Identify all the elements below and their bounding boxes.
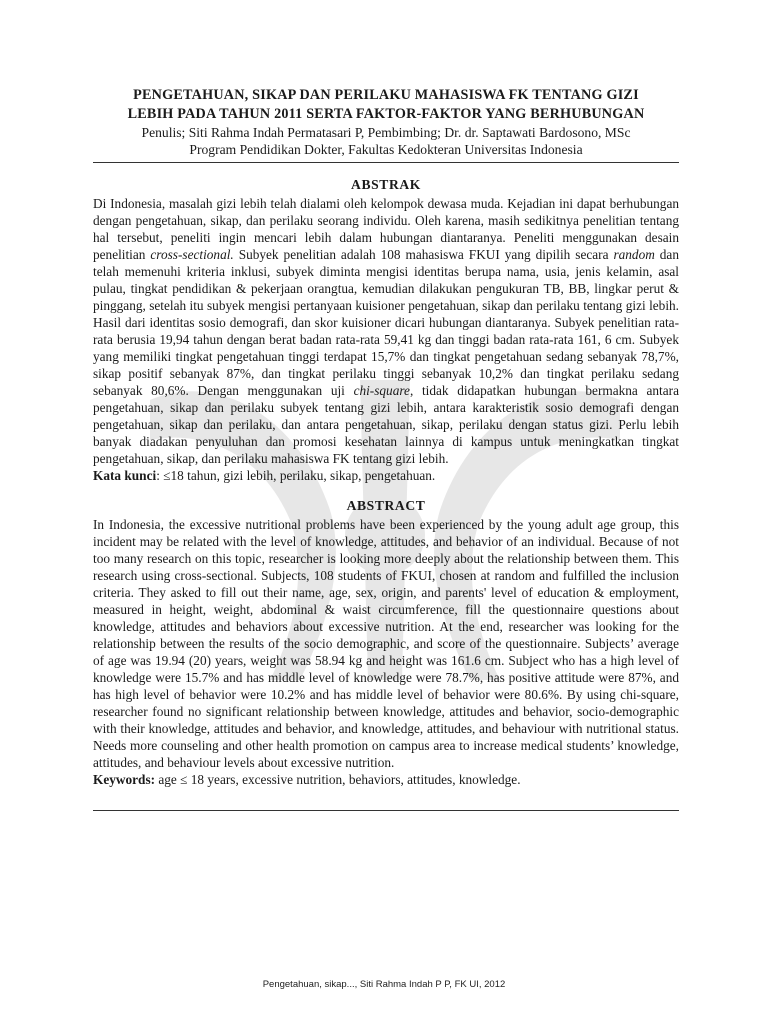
abstrak-italic-1: cross-sectional.	[150, 247, 234, 262]
abstrak-heading: ABSTRAK	[351, 177, 421, 192]
paper-title-line-2: LEBIH PADA TAHUN 2011 SERTA FAKTOR-FAKTOR YANG BERHUBUNGAN	[127, 106, 645, 122]
abstrak-italic-2: random	[613, 247, 655, 262]
abstract-heading: ABSTRACT	[346, 498, 426, 513]
keywords-text: age ≤ 18 years, excessive nutrition, behaviors, attitudes, knowledge.	[155, 772, 521, 787]
kata-kunci-line	[93, 467, 679, 484]
kata-kunci-label: Kata kunci	[93, 468, 157, 483]
abstrak-text-2: Subyek penelitian adalah 108 mahasiswa FKUI yang dipilih secara	[233, 247, 614, 262]
keywords-line	[93, 771, 679, 788]
paper-title-line-1: PENGETAHUAN, SIKAP DAN PERILAKU MAHASISWA FK TENTANG GIZI	[133, 87, 639, 103]
abstract-body: In Indonesia, the excessive nutritional problems have been experienced by the young adult age group, this incident may be related with the level of knowledge, attitudes, and behavior of an individual. Because of not too many research on this topic, researcher is looking more deeply about the relationship between them. This research using cross-sectional. Subjects, 108 students of FKUI, chosen at random and fulfilled the inclusion criteria. They asked to fill out their name, age, sex, origin, and parents' level of education & employment, measured in height, weight, abdominal & waist circumference, fill the questionnaire questions about knowledge, attitudes and behaviors about excessive nutrition. At the end, researcher was looking for the relationship between the results of the socio demographic, and score of the questionnaire. Subjects’ average of age was 19.94 (20) years, weight was 58.94 kg and height was 161.6 cm. Subject who has a high level of knowledge were 15.7% and has middle level of knowledge were 78.7%, has positive attitude were 87%, and has high level of behavior were 10.2% and has middle level of behavior were 80.6%. By using chi-square, researcher found no significant relationship between knowledge, attitudes and behavior, socio-demographic with their knowledge, attitudes and behavior, and knowledge, attitudes, and behaviour with nutritional status. Needs more counseling and other health promotion on campus area to increase medical students’ knowledge, attitudes, and behaviour levels about excessive nutrition.	[93, 517, 679, 770]
page-footer: Pengetahuan, sikap..., Siti Rahma Indah P P, FK UI, 2012	[262, 979, 506, 990]
keywords-label: Keywords:	[93, 772, 156, 787]
paper-page	[93, 86, 679, 811]
kata-kunci-text: : ≤18 tahun, gizi lebih, perilaku, sikap, pengetahuan.	[156, 468, 436, 483]
institution-line: Program Pendidikan Dokter, Fakultas Kedokteran Universitas Indonesia	[189, 142, 583, 157]
abstrak-text-1: Di Indonesia, masalah gizi lebih telah dialami oleh kelompok dewasa muda. Kejadian ini dapat berhubungan dengan pengetahuan, sikap, dan perilaku seorang individu. Oleh karena, masih sedikitnya penelitian tentang hal tersebut, peneliti ingin mencari lebih dalam hubungan diantaranya. Peneliti menggunakan desain penelitian	[93, 196, 679, 262]
abstrak-italic-3: chi-square	[353, 383, 410, 398]
abstrak-text-4: , tidak didapatkan hubungan bermakna antara pengetahuan, sikap dan perilaku subyek tentang gizi lebih, antara karakteristik sosio demografi dengan pengetahuan, sikap dan perilaku, dan antara pengetahuan, sikap, perilaku dengan status gizi. Perlu lebih banyak diadakan penyuluhan dan promosi kesehatan lainnya di kampus untuk meningkatkan tingkat pengetahuan, sikap, dan perilaku mahasiswa FK tentang gizi lebih.	[93, 383, 679, 466]
abstrak-text-3: dan telah memenuhi kriteria inklusi, subyek diminta mengisi identitas berupa nama, usia, jenis kelamin, asal pulau, tingkat pendidikan & pekerjaan orangtua, kemudian dilakukan pengukuran TB, BB, lingkar perut & pinggang, setelah itu subyek mengisi pertanyaan kuisioner pengetahuan, sikap dan perilaku tentang gizi lebih. Hasil dari identitas sosio demografi, dan skor kuisioner dicari hubungan diantaranya. Subyek penelitian rata-rata berusia 19,94 tahun dengan berat badan rata-rata 59,41 kg dan tinggi badan rata-rata 161, 6 cm. Subyek yang memiliki tingkat pengetahuan tinggi terdapat 15,7% dan tingkat pengetahuan sedang sebanyak 78,7%, sikap positif sebanyak 87%, dan tingkat perilaku tinggi sebanyak 10,2% dan tingkat perilaku sedang sebanyak 80,6%. Dengan menggunakan uji	[93, 247, 679, 398]
abstrak-body	[93, 195, 679, 467]
header-divider	[93, 162, 679, 163]
footer-divider	[93, 810, 679, 811]
author-line: Penulis; Siti Rahma Indah Permatasari P, Pembimbing; Dr. dr. Saptawati Bardosono, MSc	[141, 125, 631, 140]
